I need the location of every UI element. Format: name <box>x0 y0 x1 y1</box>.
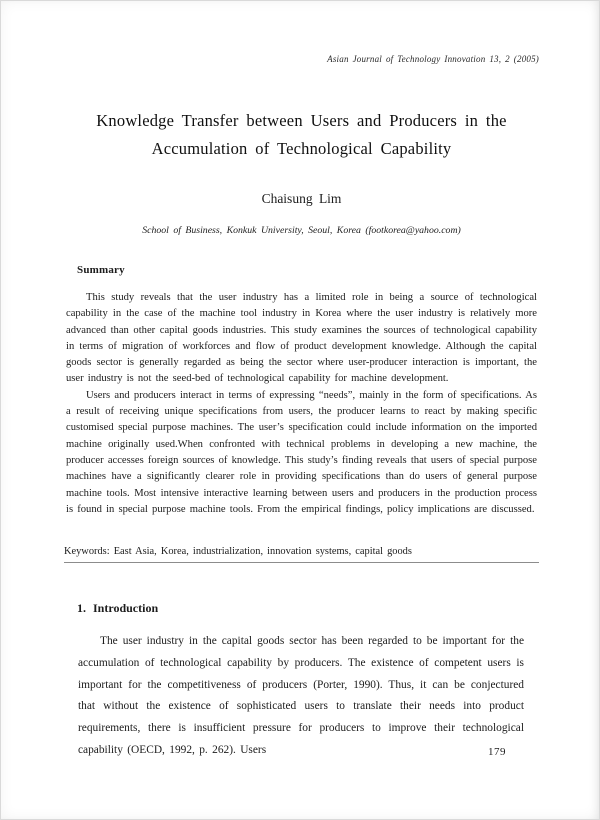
author-name: Chaisung Lim <box>261 191 342 206</box>
paper-title-line-2: Accumulation of Technological Capability <box>151 139 452 158</box>
page-number: 179 <box>488 746 506 758</box>
section-heading-introduction <box>77 601 158 616</box>
abstract-paragraph: Users and producers interact in terms of expressing “needs”, mainly in the form of specifications. As a result of receiving unique specifications from users, the producer learns to react by making specific customised special purpose machines. The user’s specification could include information on the imported machine originally used.When confronted with technical problems in developing a new machine, the producer accesses foreign sources of knowledge. This study’s finding reveals that users of special purpose machines have a significantly clearer role in providing specifications than do users of general purpose machine tools. Most intensive interactive learning between users and producers in the production process is found in special purpose machine tools. From the empirical findings, policy implications are discussed. <box>66 389 537 515</box>
keywords-line: Keywords: East Asia, Korea, industrialization, innovation systems, capital goods <box>64 546 412 557</box>
paper-title-line-1: Knowledge Transfer between Users and Producers in the <box>96 111 507 130</box>
section-number: 1. <box>77 601 86 615</box>
abstract-paragraph: This study reveals that the user industry has a limited role in being a source of technological capability in the case of the machine tool industry in Korea where the user industry is relatively more advanced than other capital goods industries. This study examines the sources of technological capability in terms of migration of workforces and flow of product development knowledge. Although the capital goods sector is generally regarded as being the sector where user-producer interaction is important, the user industry is not the seed-bed of technological capability for machine development. <box>66 292 537 385</box>
author-affiliation: School of Business, Konkuk University, Seoul, Korea (footkorea@yahoo.com) <box>142 225 461 236</box>
section-label: Introduction <box>93 601 159 615</box>
abstract-heading: Summary <box>77 264 125 276</box>
abstract-body <box>66 290 537 518</box>
journal-header: Asian Journal of Technology Innovation 13, 2 (2005) <box>327 54 539 64</box>
section-body-introduction <box>78 631 524 762</box>
section-paragraph: The user industry in the capital goods sector has been regarded to be important for the accumulation of technological capability by producers. The existence of competent users is important for the competitiveness of producers (Porter, 1990). Thus, it can be conjectured that without the existence of sophisticated users to translate their needs into product requirements, there is insufficient pressure for producers to improve their technological capability (OECD, 1992, p. 262). Users <box>78 635 524 756</box>
keywords-divider <box>64 562 539 563</box>
paper-title <box>64 107 539 163</box>
